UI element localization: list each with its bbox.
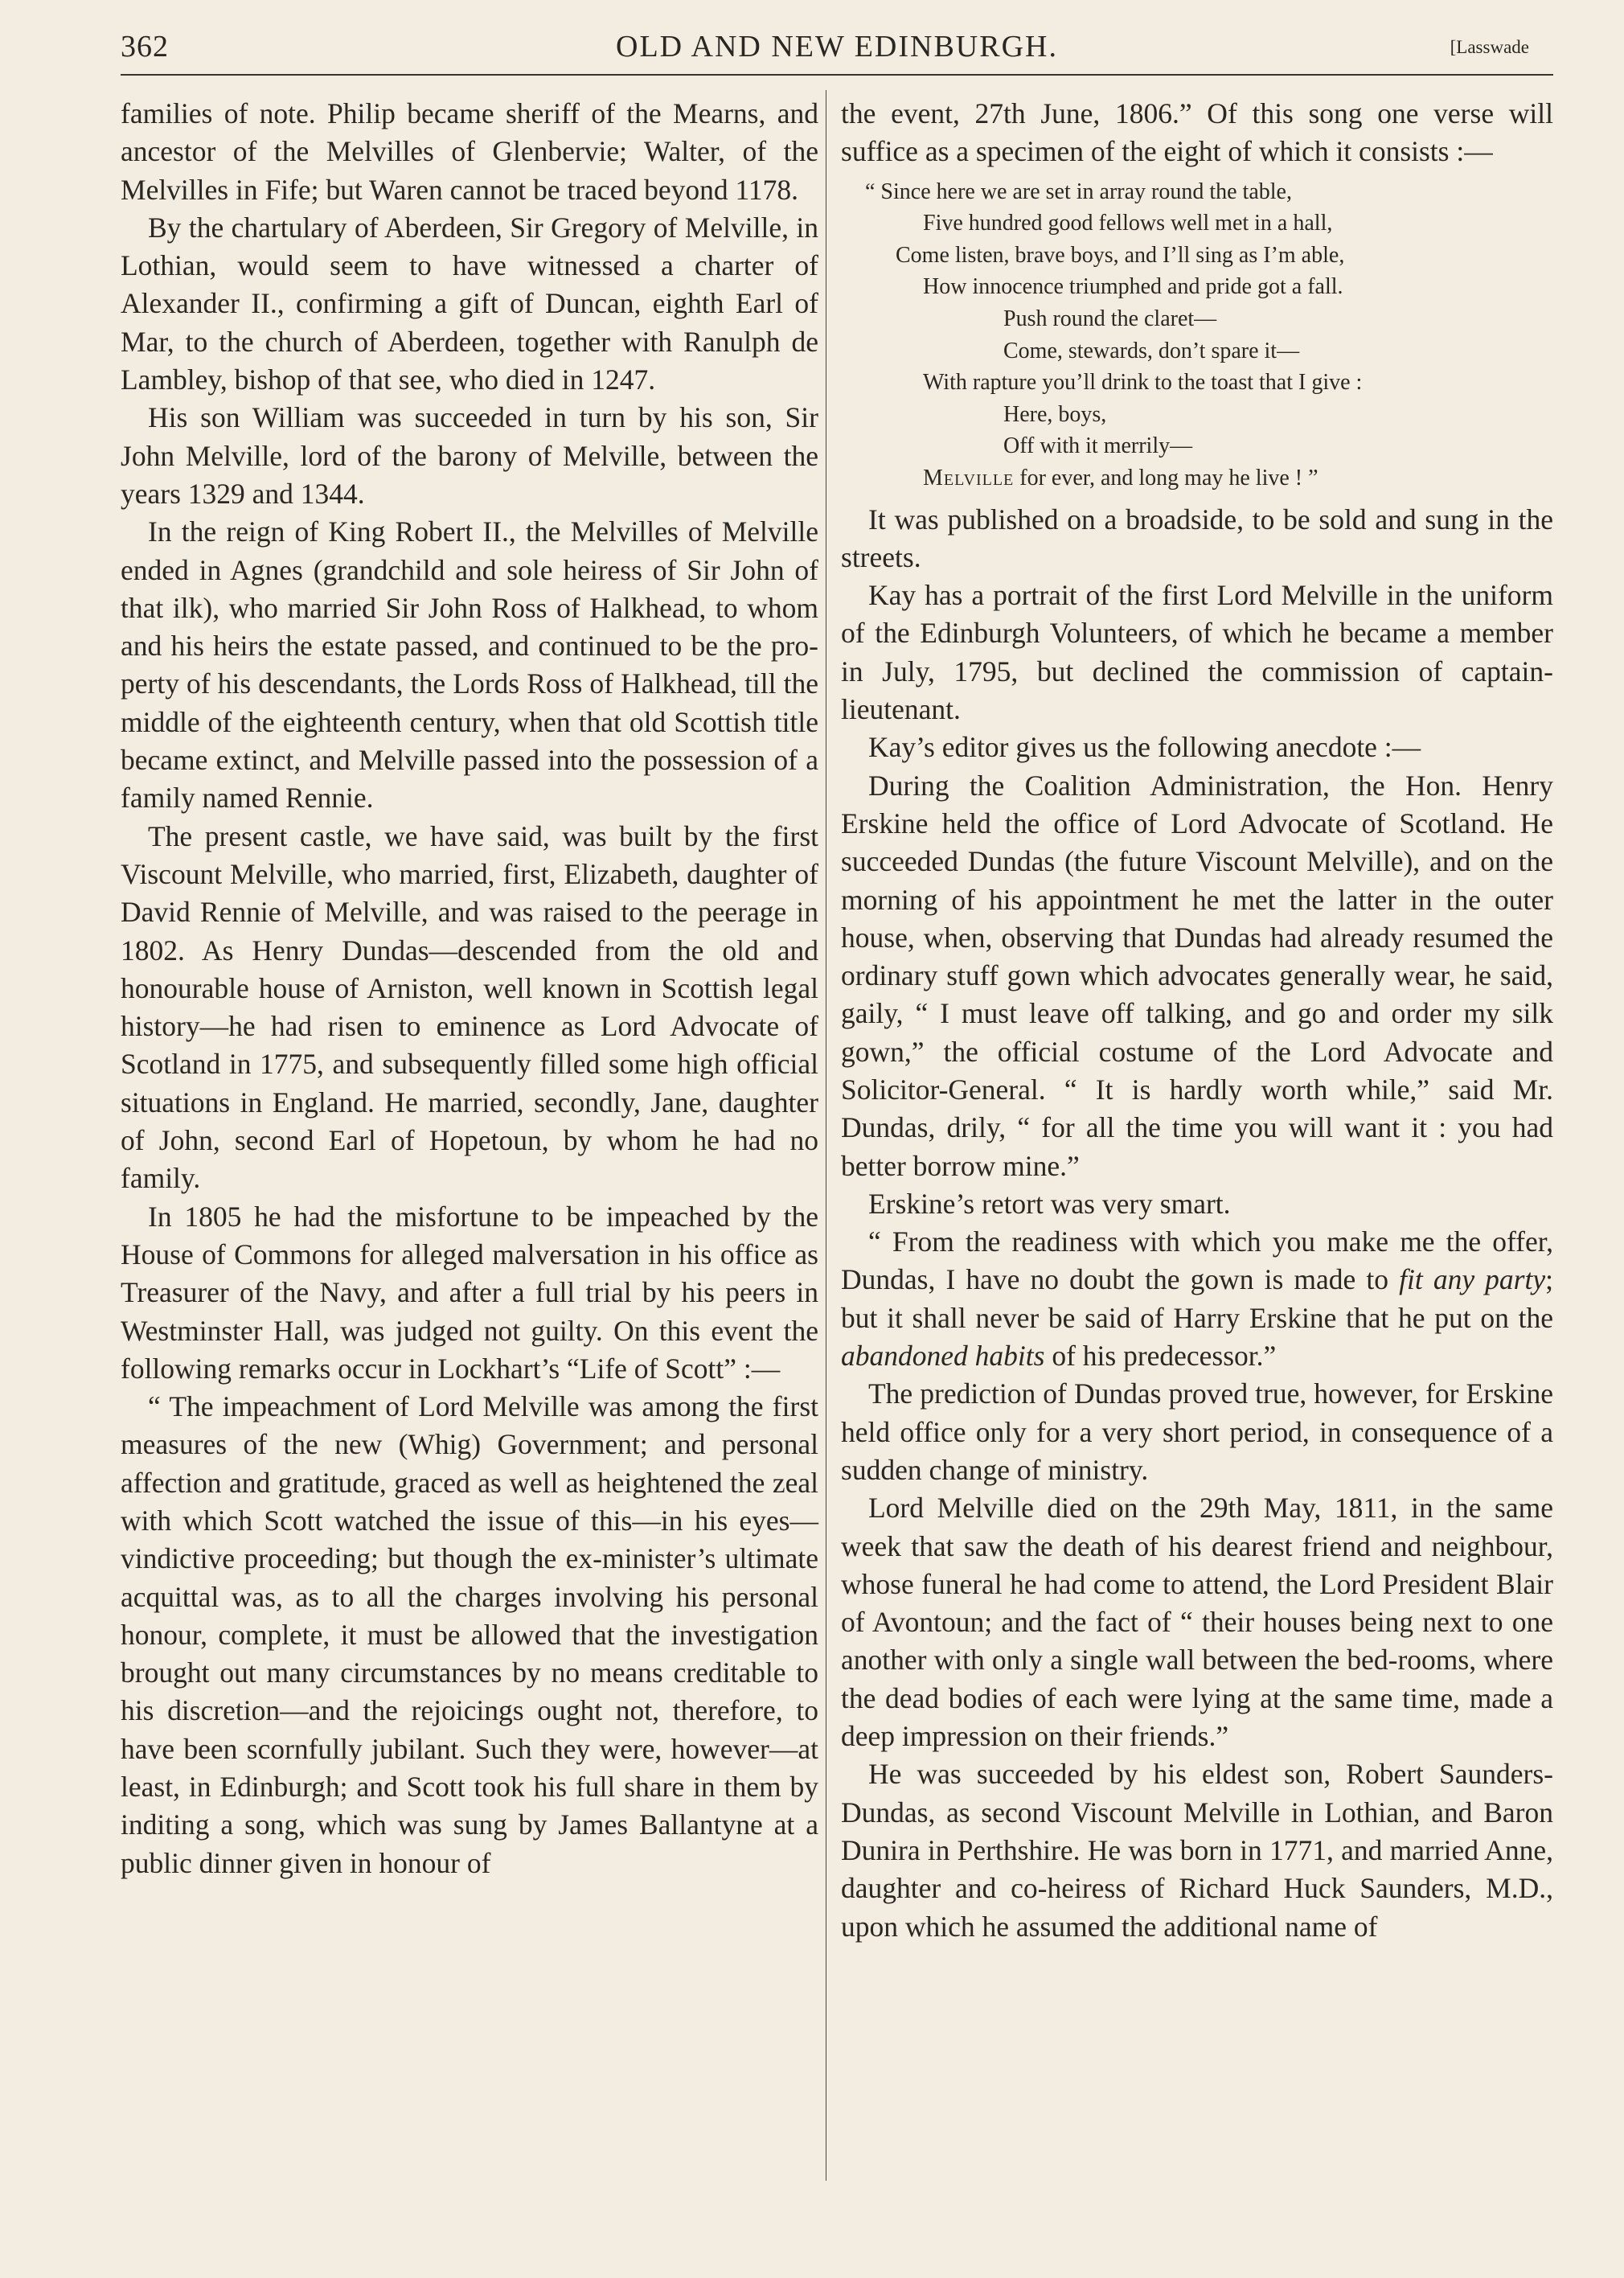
left-column xyxy=(121,95,818,1882)
song-verse xyxy=(865,176,1553,495)
paragraph: families of note. Philip became sheriff of the Mearns, and ancestor of the Melvilles of Glenbervie; Walter, of the Melvilles in Fife; but Waren cannot be traced beyond 1178. xyxy=(121,97,818,206)
paragraph: “ The impeachment of Lord Melville was among the first measures of the new (Whig) Government; and personal affection and gratitude, graced as well as heightened the zeal with which Scott watched the issue of this—in his eyes—vindictive proceeding; but though the ex-minister’s ultimate acquittal was, as to all the charges involving his personal honour, complete, it must be allowed that the investigation brought out many circumstances by no means creditable to his discretion—and the rejoicings ought not, therefore, to have been scornfully jubilant. Such they were, however—at least, in Edinburgh; and Scott took his full share in them by inditing a song, which was sung by James Ballantyne at a public dinner given in honour of xyxy=(121,1390,818,1879)
italic-phrase: fit any party xyxy=(1399,1263,1546,1296)
small-caps-name: Melville xyxy=(923,465,1015,490)
italic-phrase: abandoned habits xyxy=(841,1340,1045,1373)
paragraph: The prediction of Dundas proved true, however, for Erskine held office only for a very short period, in consequence of a sudden change of ministry. xyxy=(841,1377,1553,1486)
verse-line: How innocence triumphed and pride got a fall. xyxy=(923,274,1343,300)
header-rule xyxy=(121,74,1553,76)
paragraph: Kay’s editor gives us the following anecdote :— xyxy=(868,731,1421,764)
paragraph: By the chartulary of Aberdeen, Sir Gregory of Melville, in Lothian, would seem to have witnessed a charter of Alexander II., confirming a gift of Duncan, eighth Earl of Mar, to the church of Aberdeen, together with Ranulph de Lambley, bishop of that see, who died in 1247. xyxy=(121,211,818,396)
page-number: 362 xyxy=(121,30,169,64)
paragraph: In 1805 he had the misfortune to be impeached by the House of Commons for alleged malversation in his office as Treasurer of the Navy, and after a full trial by his peers in Westminster Hall, was judged not guilty. On this event the following remarks occur in Lockhart’s “Life of Scott” :— xyxy=(121,1200,818,1385)
paragraph: He was succeeded by his eldest son, Robert Saunders-Dundas, as second Viscount Melville in Lothian, and Baron Dunira in Perthshire. He was born in 1771, and married Anne, daughter and co-heiress of Richard Huck Saunders, M.D., upon which he assumed the additional name of xyxy=(841,1758,1553,1943)
paragraph: During the Coalition Administration, the Hon. Henry Erskine held the office of Lord Advocate of Scotland. He succeeded Dundas (the future Viscount Melville), and on the morning of his appointment he met the latter in the outer house, when, observing that Dundas had already resumed the ordinary stuff gown which advocates generally wear, he said, gaily, “ I must leave off talking, and go and order my silk gown,” the official costume of the Lord Advocate and Solicitor-General. “ It is hardly worth while,” said Mr. Dundas, drily, “ for all the time you will want it : you had better borrow mine.” xyxy=(841,769,1553,1182)
section-tag: [Lasswade xyxy=(1450,37,1529,57)
verse-line: “ Since here we are set in array round the table, xyxy=(865,179,1292,204)
verse-line: Five hundred good fellows well met in a hall, xyxy=(923,211,1333,236)
text-run: ; but it shall never be said of Harry Erskine that he put on the xyxy=(841,1263,1553,1334)
page-header xyxy=(121,29,1553,77)
paragraph: His son William was succeeded in turn by his son, Sir John Melville, lord of the barony of Melville, between the years 1329 and 1344. xyxy=(121,401,818,510)
verse-line: Here, boys, xyxy=(1003,401,1107,427)
verse-line: With rapture you’ll drink to the toast that I give : xyxy=(923,370,1363,396)
paragraph: the event, 27th June, 1806.” Of this song one verse will suffice as a specimen of the eight of which it consists :— xyxy=(841,97,1553,168)
right-column xyxy=(841,95,1553,1946)
paragraph: Lord Melville died on the 29th May, 1811, in the same week that saw the death of his dearest friend and neighbour, whose funeral he had come to attend, the Lord President Blair of Avontoun; and the fact of “ their houses being next to one another with only a single wall between the bed-rooms, where the dead bodies of each were lying at the same time, made a deep impression on their friends.” xyxy=(841,1492,1553,1753)
verse-line: Off with it merrily— xyxy=(1003,433,1193,459)
verse-line-rest: for ever, and long may he live ! ” xyxy=(1014,465,1318,490)
running-title: OLD AND NEW EDINBURGH. xyxy=(616,30,1058,64)
paragraph xyxy=(841,1223,1553,1375)
verse-line: Come listen, brave boys, and I’ll sing as I’m able, xyxy=(896,242,1345,268)
paragraph: Kay has a portrait of the first Lord Melville in the uniform of the Edinburgh Volunteers, of which he became a member in July, 1795, but declined the commission of captain-lieutenant. xyxy=(841,579,1553,726)
verse-line xyxy=(865,462,1553,495)
paragraph: In the reign of King Robert II., the Melvilles of Melville ended in Agnes (grandchild and sole heiress of Sir John of that ilk), who married Sir John Ross of Halkhead, to whom and his heirs the estate passed, and continued to be the property of his descendants, the Lords Ross of Halkhead, till the middle of the eighteenth century, when that old Scottish title became extinct, and Melville passed into the possession of a family named Rennie. xyxy=(121,515,818,815)
text-run: “ From the readiness with which you make me the offer, Dundas, I have no doubt the gown is made to xyxy=(841,1225,1553,1296)
paragraph: Erskine’s retort was very smart. xyxy=(868,1187,1231,1220)
verse-line: Push round the claret— xyxy=(1003,306,1217,331)
verse-line: Come, stewards, don’t spare it— xyxy=(1003,338,1300,363)
paragraph: It was published on a broadside, to be sold and sung in the streets. xyxy=(841,503,1553,573)
paragraph: The present castle, we have said, was built by the first Viscount Melville, who married, first, Elizabeth, daughter of David Rennie of Melville, and was raised to the peerage in 1802. As Henry Dundas—descended from the old and honourable house of Arniston, well known in Scottish legal history—he had risen to eminence as Lord Advocate of Scotland in 1775, and subsequently filled some high official situations in England. He married, secondly, Jane, daughter of John, second Earl of Hopetoun, by whom he had no family. xyxy=(121,819,818,1195)
text-run: of his predecessor.” xyxy=(1044,1340,1277,1373)
